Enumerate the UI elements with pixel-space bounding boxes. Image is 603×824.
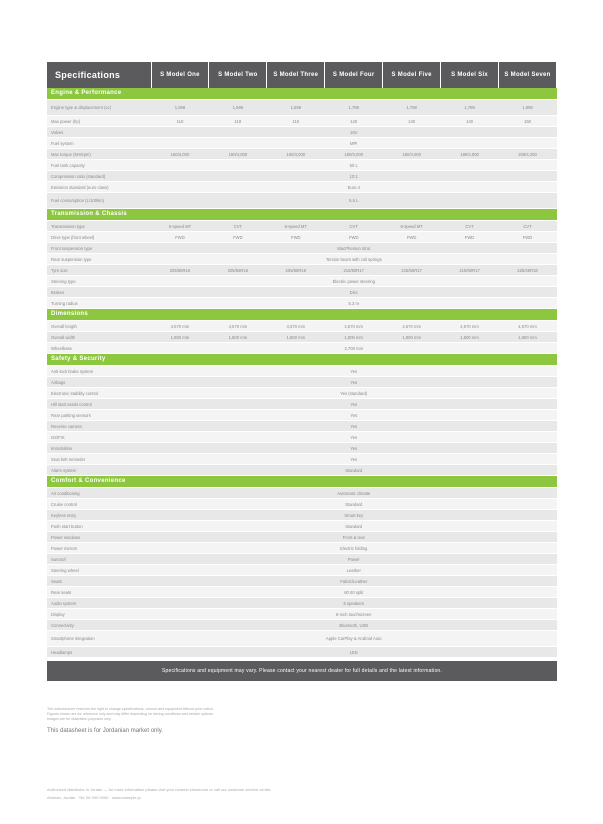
spec-value: 200/4,200 xyxy=(499,149,557,160)
table-row xyxy=(47,499,557,510)
spec-value: 205/55R16 xyxy=(209,265,267,276)
section-header-row xyxy=(47,354,557,366)
spec-value: 1,800 mm xyxy=(441,332,499,343)
table-row xyxy=(47,432,557,443)
spec-label: Headlamps xyxy=(47,647,151,658)
table-row xyxy=(47,182,557,193)
spec-value: 150/4,000 xyxy=(267,149,325,160)
spec-value: Yes xyxy=(151,432,557,443)
spec-value: Smart key xyxy=(151,510,557,521)
spec-value: FWD xyxy=(383,232,441,243)
section-title: Safety & Security xyxy=(47,354,557,366)
legal-line: Amman, Jordan · Tel: 06 000 0000 · www.example.jo xyxy=(47,795,141,800)
spec-value: 215/50R17 xyxy=(441,265,499,276)
spec-value: 1,800 mm xyxy=(209,332,267,343)
spec-label: Connectivity xyxy=(47,620,151,631)
spec-value: Electric power steering xyxy=(151,276,557,287)
spec-value: FWD xyxy=(151,232,209,243)
spec-value: LED xyxy=(151,647,557,658)
table-row xyxy=(47,243,557,254)
table-row xyxy=(47,576,557,587)
spec-label: Steering wheel xyxy=(47,565,151,576)
section-header-row xyxy=(47,88,557,100)
spec-value: 4,570 mm xyxy=(267,321,325,332)
spec-value: 6.5 L xyxy=(151,193,557,209)
spec-value: 180/4,000 xyxy=(441,149,499,160)
spec-table xyxy=(47,62,557,658)
table-title: Specifications xyxy=(47,62,151,88)
table-row xyxy=(47,410,557,421)
spec-value: 150 xyxy=(499,116,557,127)
table-row xyxy=(47,321,557,332)
spec-value: 1,598 xyxy=(267,100,325,116)
model-header: S Model Four xyxy=(325,62,383,88)
spec-label: Anti-lock brake system xyxy=(47,366,151,377)
model-header: S Model One xyxy=(151,62,209,88)
table-row xyxy=(47,620,557,631)
table-row xyxy=(47,454,557,465)
spec-value: 1,800 mm xyxy=(383,332,441,343)
spec-value: Yes xyxy=(151,366,557,377)
table-row xyxy=(47,127,557,138)
spec-label: Steering type xyxy=(47,276,151,287)
spec-value: CVT xyxy=(499,221,557,232)
model-header: S Model Three xyxy=(267,62,325,88)
table-row xyxy=(47,443,557,454)
table-row xyxy=(47,100,557,116)
table-row xyxy=(47,265,557,276)
spec-label: Wheelbase xyxy=(47,343,151,354)
spec-value: 60:40 split xyxy=(151,587,557,598)
spec-label: Cruise control xyxy=(47,499,151,510)
model-header: S Model Six xyxy=(441,62,499,88)
table-row xyxy=(47,116,557,127)
section-title: Transmission & Chassis xyxy=(47,209,557,221)
table-row xyxy=(47,521,557,532)
spec-label: Fuel tank capacity xyxy=(47,160,151,171)
spec-value: FWD xyxy=(209,232,267,243)
model-header: S Model Five xyxy=(383,62,441,88)
footnotes xyxy=(47,707,367,722)
spec-value: 1,800 mm xyxy=(325,332,383,343)
spec-label: Rear seats xyxy=(47,587,151,598)
spec-label: Smartphone integration xyxy=(47,631,151,647)
spec-value: Yes (standard) xyxy=(151,388,557,399)
table-row xyxy=(47,532,557,543)
table-row xyxy=(47,221,557,232)
legal-footer xyxy=(47,786,557,802)
spec-value: 225/45R18 xyxy=(499,265,557,276)
spec-sheet xyxy=(47,62,557,681)
spec-value: Yes xyxy=(151,454,557,465)
spec-value: 150/4,000 xyxy=(209,149,267,160)
spec-value: 150/4,000 xyxy=(151,149,209,160)
spec-value: Yes xyxy=(151,399,557,410)
spec-label: Overall length xyxy=(47,321,151,332)
spec-value: 1,800 mm xyxy=(267,332,325,343)
spec-value: FWD xyxy=(499,232,557,243)
model-header-row xyxy=(47,62,557,88)
footnote: The manufacturer reserves the right to change specifications, colours and equipment without prior notice. xyxy=(47,707,214,711)
spec-value: 2,700 mm xyxy=(151,343,557,354)
market-note: This datasheet is for Jordanian market only. xyxy=(47,728,163,734)
spec-value: CVT xyxy=(441,221,499,232)
spec-label: Transmission type xyxy=(47,221,151,232)
spec-value: 1,598 xyxy=(151,100,209,116)
model-header: S Model Seven xyxy=(499,62,557,88)
spec-value: 4,570 mm xyxy=(499,321,557,332)
legal-line: Authorized distributor in Jordan — for more information please visit your nearest showroom or call our customer service center. xyxy=(47,787,272,792)
table-row xyxy=(47,232,557,243)
table-row xyxy=(47,287,557,298)
spec-value: 1,800 mm xyxy=(151,332,209,343)
spec-label: Max power (hp) xyxy=(47,116,151,127)
spec-value: 110 xyxy=(267,116,325,127)
spec-label: Air conditioning xyxy=(47,488,151,499)
spec-value: 180/4,000 xyxy=(383,149,441,160)
table-row xyxy=(47,543,557,554)
spec-label: Push start button xyxy=(47,521,151,532)
spec-value: Automatic climate xyxy=(151,488,557,499)
spec-value: FWD xyxy=(441,232,499,243)
spec-value: Disc xyxy=(151,287,557,298)
spec-label: Hill start assist control xyxy=(47,399,151,410)
spec-table-body xyxy=(47,88,557,658)
table-row xyxy=(47,160,557,171)
spec-label: Rear parking sensors xyxy=(47,410,151,421)
spec-value: Electric folding xyxy=(151,543,557,554)
spec-value: CVT xyxy=(325,221,383,232)
table-row xyxy=(47,138,557,149)
spec-value: Yes xyxy=(151,410,557,421)
spec-value: 1,998 xyxy=(499,100,557,116)
spec-label: Audio system xyxy=(47,598,151,609)
disclaimer-banner: Specifications and equipment may vary. Please contact your nearest dealer for full details and the latest information. xyxy=(47,661,557,681)
table-row xyxy=(47,554,557,565)
spec-label: Drive type (front wheel) xyxy=(47,232,151,243)
spec-value: 50 L xyxy=(151,160,557,171)
spec-label: Overall width xyxy=(47,332,151,343)
spec-value: MacPherson strut xyxy=(151,243,557,254)
spec-value: FWD xyxy=(267,232,325,243)
table-row xyxy=(47,377,557,388)
table-row xyxy=(47,366,557,377)
spec-value: 180/4,000 xyxy=(325,149,383,160)
spec-value: Leather xyxy=(151,565,557,576)
spec-value: Yes xyxy=(151,443,557,454)
footnote: Images are for illustration purposes only. xyxy=(47,717,112,721)
section-title: Comfort & Convenience xyxy=(47,476,557,488)
table-row xyxy=(47,254,557,265)
table-row xyxy=(47,609,557,620)
spec-label: Rear suspension type xyxy=(47,254,151,265)
spec-value: 4,570 mm xyxy=(325,321,383,332)
spec-label: Keyless entry xyxy=(47,510,151,521)
spec-label: Fuel consumption (L/100km) xyxy=(47,193,151,209)
table-row xyxy=(47,598,557,609)
section-header-row xyxy=(47,476,557,488)
spec-label: Emission standard (euro class) xyxy=(47,182,151,193)
table-row xyxy=(47,193,557,209)
spec-value: Euro 4 xyxy=(151,182,557,193)
spec-label: Electronic stability control xyxy=(47,388,151,399)
section-title: Dimensions xyxy=(47,309,557,321)
table-row xyxy=(47,149,557,160)
table-row xyxy=(47,276,557,287)
table-row xyxy=(47,510,557,521)
spec-value: 6-speed MT xyxy=(267,221,325,232)
table-row xyxy=(47,298,557,309)
spec-value: 205/55R16 xyxy=(267,265,325,276)
spec-value: CVT xyxy=(209,221,267,232)
spec-value: Bluetooth, USB xyxy=(151,620,557,631)
spec-value: 1,798 xyxy=(325,100,383,116)
spec-label: Display xyxy=(47,609,151,620)
spec-label: Tyre size xyxy=(47,265,151,276)
table-row xyxy=(47,171,557,182)
spec-value: 205/55R16 xyxy=(151,265,209,276)
spec-value: 1,798 xyxy=(383,100,441,116)
spec-value: Standard xyxy=(151,499,557,510)
model-header: S Model Two xyxy=(209,62,267,88)
spec-label: Valves xyxy=(47,127,151,138)
spec-label: Airbags xyxy=(47,377,151,388)
spec-value: 140 xyxy=(383,116,441,127)
section-title: Engine & Performance xyxy=(47,88,557,100)
table-row xyxy=(47,565,557,576)
spec-value: 215/50R17 xyxy=(383,265,441,276)
spec-label: Sunroof xyxy=(47,554,151,565)
table-row xyxy=(47,465,557,476)
spec-value: 1,598 xyxy=(209,100,267,116)
spec-value: 140 xyxy=(325,116,383,127)
section-header-row xyxy=(47,209,557,221)
spec-value: Torsion beam with coil springs xyxy=(151,254,557,265)
spec-label: Fuel system xyxy=(47,138,151,149)
spec-value: MPI xyxy=(151,138,557,149)
spec-value: Apple CarPlay & Android Auto xyxy=(151,631,557,647)
spec-value: 6-speed MT xyxy=(151,221,209,232)
spec-label: Engine type & displacement (cc) xyxy=(47,100,151,116)
spec-value: 4,570 mm xyxy=(441,321,499,332)
spec-label: Seat belt reminder xyxy=(47,454,151,465)
spec-value: 4,570 mm xyxy=(151,321,209,332)
spec-value: FWD xyxy=(325,232,383,243)
spec-value: 4,570 mm xyxy=(383,321,441,332)
spec-value: Yes xyxy=(151,421,557,432)
spec-value: 6 speakers xyxy=(151,598,557,609)
table-row xyxy=(47,399,557,410)
spec-label: Immobilizer xyxy=(47,443,151,454)
spec-value: 4,570 mm xyxy=(209,321,267,332)
spec-label: Alarm system xyxy=(47,465,151,476)
spec-label: Front suspension type xyxy=(47,243,151,254)
spec-value: Standard xyxy=(151,521,557,532)
spec-value: 140 xyxy=(441,116,499,127)
spec-value: 110 xyxy=(151,116,209,127)
spec-value: Standard xyxy=(151,465,557,476)
spec-value: Power xyxy=(151,554,557,565)
spec-value: 110 xyxy=(209,116,267,127)
spec-value: 8-inch touchscreen xyxy=(151,609,557,620)
spec-label: Compression ratio (standard) xyxy=(47,171,151,182)
spec-label: Brakes xyxy=(47,287,151,298)
table-row xyxy=(47,488,557,499)
spec-value: Yes xyxy=(151,377,557,388)
table-row xyxy=(47,421,557,432)
spec-label: Power mirrors xyxy=(47,543,151,554)
spec-value: 16V xyxy=(151,127,557,138)
table-row xyxy=(47,332,557,343)
spec-value: 5.3 m xyxy=(151,298,557,309)
spec-label: ISOFIX xyxy=(47,432,151,443)
spec-value: 1,800 mm xyxy=(499,332,557,343)
table-row xyxy=(47,647,557,658)
table-row xyxy=(47,631,557,647)
spec-label: Reverse camera xyxy=(47,421,151,432)
footnote: Figures shown are for reference only and may differ depending on driving conditions and vehicle options. xyxy=(47,712,214,716)
spec-label: Power windows xyxy=(47,532,151,543)
spec-value: 6-speed MT xyxy=(383,221,441,232)
spec-value: 1,798 xyxy=(441,100,499,116)
spec-label: Turning radius xyxy=(47,298,151,309)
spec-value: Fabric/Leather xyxy=(151,576,557,587)
spec-label: Max torque (Nm/rpm) xyxy=(47,149,151,160)
table-row xyxy=(47,587,557,598)
spec-value: 10:1 xyxy=(151,171,557,182)
spec-value: Front & rear xyxy=(151,532,557,543)
table-row xyxy=(47,343,557,354)
spec-label: Seats xyxy=(47,576,151,587)
table-row xyxy=(47,388,557,399)
spec-value: 215/50R17 xyxy=(325,265,383,276)
section-header-row xyxy=(47,309,557,321)
